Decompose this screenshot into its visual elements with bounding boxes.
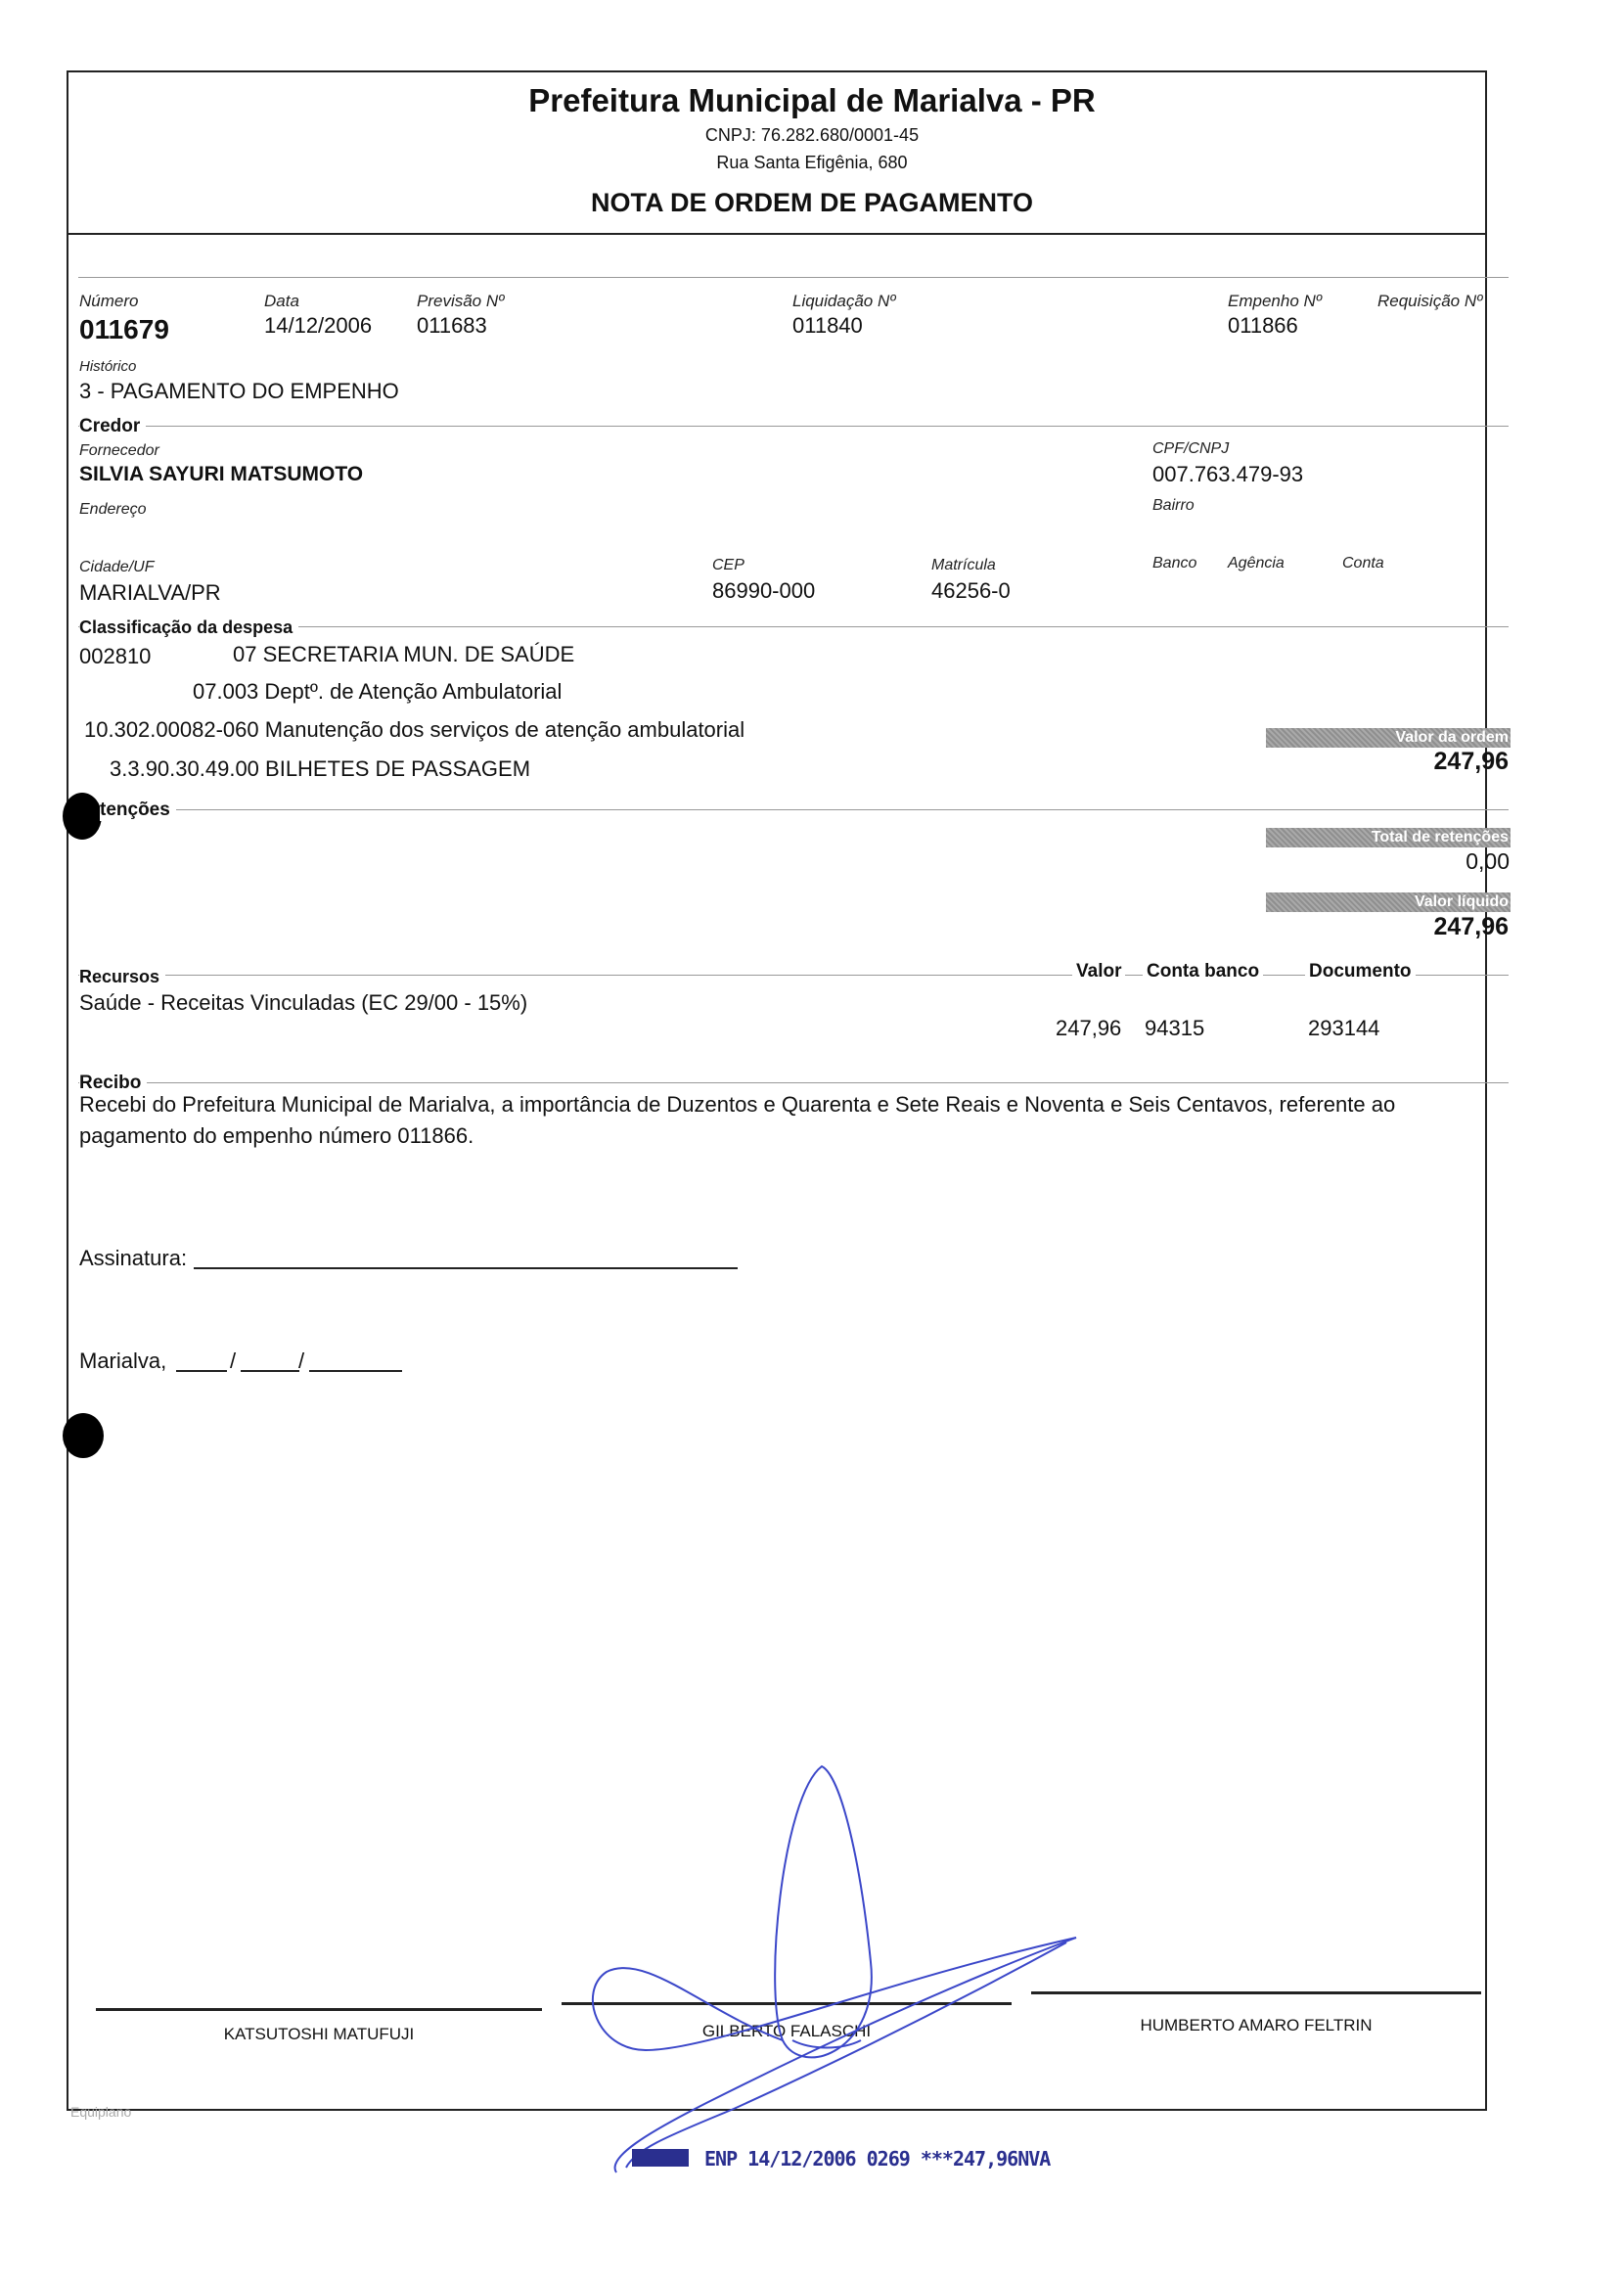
data-value: 14/12/2006 [264,313,373,338]
secretaria-line: 07 SECRETARIA MUN. DE SAÚDE [233,642,575,666]
recibo-section-title: Recibo [79,1073,147,1094]
recursos-conta: 94315 [1145,1016,1205,1040]
valor-ordem-value: 247,96 [1433,748,1509,775]
recursos-valor: 247,96 [1056,1016,1122,1040]
conta-label: Conta [1342,555,1384,571]
recursos-section-title: Recursos [79,967,165,987]
total-retencoes-label: Total de retenções [1266,828,1511,847]
elemento-line: 3.3.90.30.49.00 BILHETES DE PASSAGEM [110,756,531,781]
programa-line: 10.302.00082-060 Manutenção dos serviços de atenção ambulatorial [84,717,745,742]
cep-label: CEP [712,557,744,573]
cidade-label: Cidade/UF [79,559,155,575]
recursos-documento-header: Documento [1305,961,1416,983]
recibo-rule [78,1082,1509,1083]
retencoes-rule [78,809,1509,810]
recursos-documento: 293144 [1308,1016,1380,1040]
punch-hole-mark-2 [63,1413,104,1458]
cidade-value: MARIALVA/PR [79,580,221,605]
credor-rule [78,426,1509,427]
matricula-value: 46256-0 [931,578,1011,603]
handwritten-signature [587,1757,1096,2177]
recursos-rule [78,975,1509,976]
assinatura-label: Assinatura: [79,1246,188,1270]
date-slash-1: / [230,1348,237,1373]
data-label: Data [264,292,299,310]
liquidacao-label: Liquidação Nº [792,292,896,310]
retencoes-section-title: tenções [100,800,176,821]
fornecedor-value: SILVIA SAYURI MATSUMOTO [79,463,364,485]
fornecedor-label: Fornecedor [79,442,159,459]
recibo-line-1: Recebi do Prefeitura Municipal de Marialva, a importância de Duzentos e Quarenta e Sete Reais e Noventa e Seis Centavos, referente ao [79,1092,1396,1117]
historico-value: 3 - PAGAMENTO DO EMPENHO [79,379,399,403]
banco-label: Banco [1152,555,1197,571]
date-day-line [176,1370,227,1372]
valor-liquido-label: Valor líquido [1266,892,1511,912]
total-retencoes-value: 0,00 [1466,848,1510,874]
municipality-title: Prefeitura Municipal de Marialva - PR [528,82,1096,118]
stamp-logo-mark [632,2149,689,2167]
date-slash-2: / [298,1348,305,1373]
assinatura-line [194,1267,738,1269]
info-top-rule [78,277,1509,278]
punch-hole-mark [63,793,102,840]
empenho-label: Empenho Nº [1228,292,1322,310]
valor-liquido-value: 247,96 [1433,913,1509,940]
cpf-value: 007.763.479-93 [1152,462,1304,486]
date-month-line [241,1370,299,1372]
local-data-label: Marialva, [79,1348,167,1373]
previsao-label: Previsão Nº [417,292,505,310]
historico-label: Histórico [79,358,137,375]
recibo-line-2: pagamento do empenho número 011866. [79,1123,474,1148]
signatory-1-name: KATSUTOSHI MATUFUJI [223,2025,415,2043]
classificacao-section-title: Classificação da despesa [79,617,298,638]
empenho-value: 011866 [1228,313,1298,338]
credor-section-title: Credor [79,416,146,437]
valor-ordem-label: Valor da ordem [1266,728,1511,748]
requisicao-label: Requisição Nº [1377,292,1483,310]
payment-stamp: ENP 14/12/2006 0269 ***247,96NVA [704,2147,1051,2171]
bairro-label: Bairro [1152,497,1195,514]
numero-value: 011679 [79,314,169,344]
signature-line-1 [96,2008,542,2011]
endereco-label: Endereço [79,501,147,518]
departamento-line: 07.003 Deptº. de Atenção Ambulatorial [193,679,563,704]
signature-line-3 [1031,1991,1481,1994]
signatory-2-name: GILBERTO FALASCHI [701,2022,872,2040]
previsao-value: 011683 [417,313,487,338]
liquidacao-value: 011840 [792,313,863,338]
matricula-label: Matrícula [931,557,996,573]
date-year-line [309,1370,402,1372]
address-line: Rua Santa Efigênia, 680 [716,153,908,172]
cpf-label: CPF/CNPJ [1152,440,1230,457]
software-credit: Equiplano [70,2104,132,2120]
header-divider [67,233,1487,235]
signatory-3-name: HUMBERTO AMARO FELTRIN [1140,2016,1373,2034]
classificacao-code: 002810 [79,644,152,668]
recursos-valor-header: Valor [1072,961,1125,983]
agencia-label: Agência [1228,555,1285,571]
cnpj-line: CNPJ: 76.282.680/0001-45 [704,125,920,145]
numero-label: Número [79,292,139,310]
recursos-descricao: Saúde - Receitas Vinculadas (EC 29/00 - 15%) [79,990,528,1015]
cep-value: 86990-000 [712,578,816,603]
recursos-conta-header: Conta banco [1143,961,1263,983]
document-title: NOTA DE ORDEM DE PAGAMENTO [590,188,1033,217]
